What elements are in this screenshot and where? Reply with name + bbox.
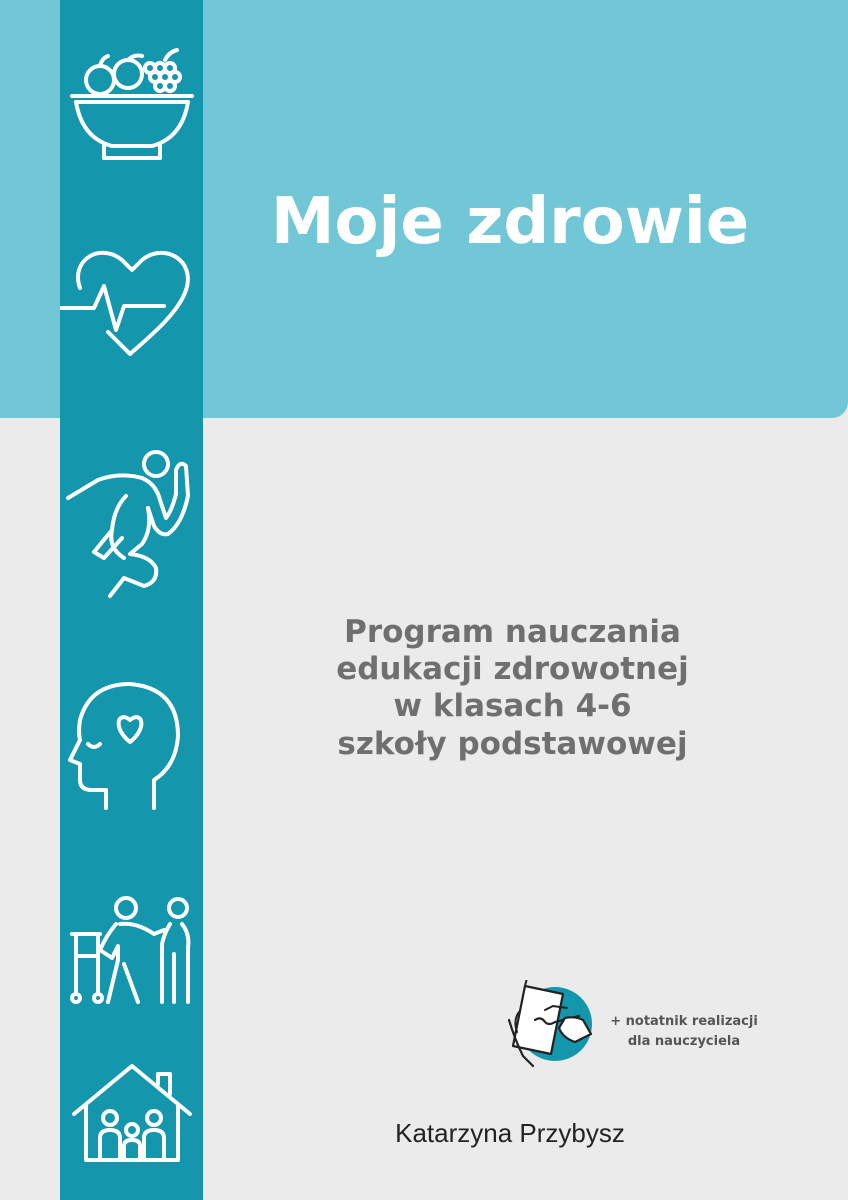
caregiver-walker-icon (64, 894, 196, 1006)
notebook-note (598, 1012, 770, 1052)
subtitle-line: edukacji zdrowotnej (336, 651, 689, 688)
cover-title: Moje zdrowie (270, 185, 750, 259)
subtitle-line: szkoły podstawowej (337, 725, 688, 762)
subtitle-line: Program nauczania (344, 614, 681, 650)
fruit-bowl-icon (66, 46, 198, 162)
icon-stripe (60, 0, 203, 1200)
notebook-note-line: + notatnik realizacji (610, 1014, 758, 1029)
family-house-icon (70, 1060, 194, 1164)
heartbeat-icon (60, 240, 200, 358)
author-name: Katarzyna Przybysz (395, 1118, 625, 1148)
mind-heart-icon (66, 680, 186, 812)
writing-notebook-icon (505, 980, 595, 1075)
subtitle-line: w klasach 4-6 (393, 688, 632, 725)
notebook-note-line: dla nauczyciela (627, 1034, 741, 1050)
program-subtitle (240, 614, 785, 763)
running-person-icon (64, 448, 194, 600)
